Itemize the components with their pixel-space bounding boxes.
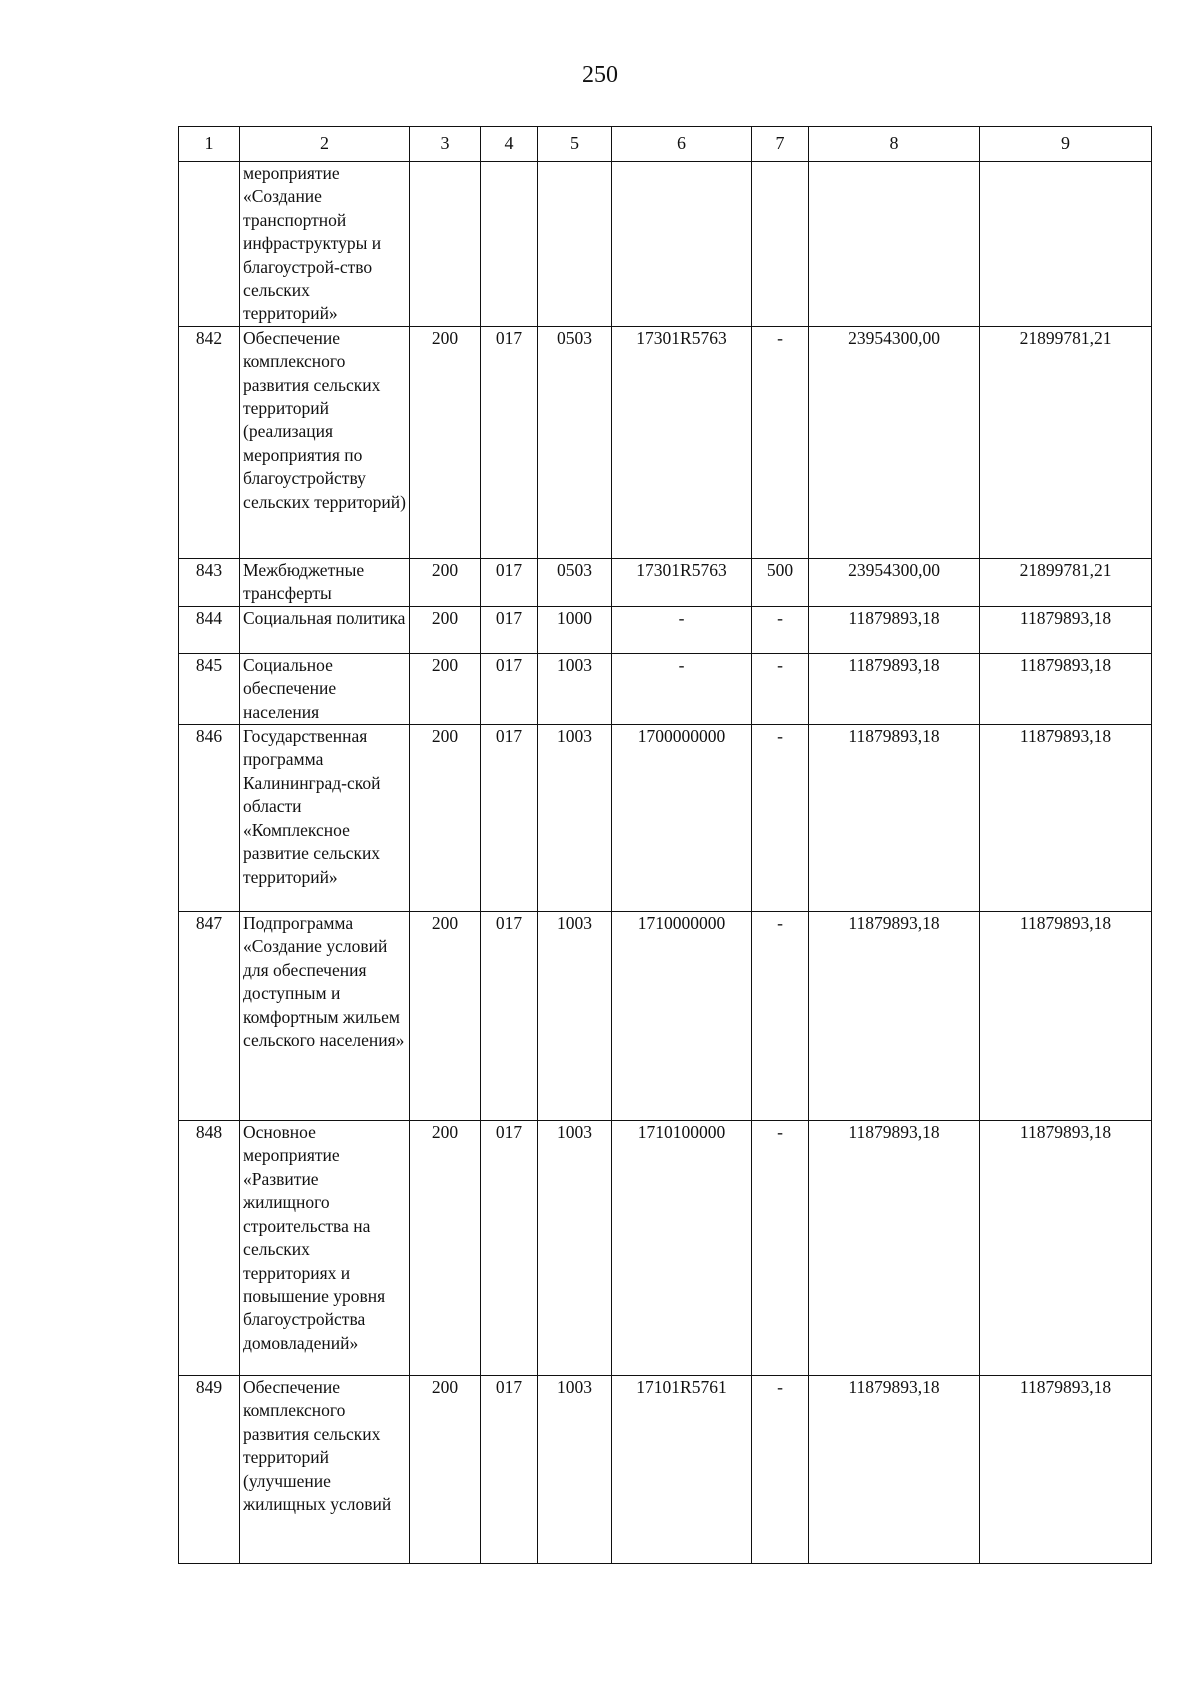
amount-col8-cell (809, 653, 980, 724)
item-name: Обеспечение комплексного развития сельских территорий (реализация мероприятия по благоустройству сельских территорий) (243, 327, 406, 512)
amount-col8-cell (809, 1376, 980, 1564)
amount-col9-cell (980, 326, 1152, 558)
expense-type: 500 (766, 559, 794, 580)
page-number: 250 (582, 62, 618, 88)
item-name-cell (240, 1376, 410, 1564)
table-body (179, 162, 1152, 1564)
target-article-cell (612, 1121, 752, 1376)
item-name: Социальное обеспечение населения (243, 654, 337, 722)
item-name: Основное мероприятие «Развитие жилищного строительства на сельских территориях и повышение уровня благоустройства домовладений» (243, 1122, 386, 1353)
code-col3-cell (410, 653, 481, 724)
expense-type-cell (752, 1376, 809, 1564)
column-header-6: 6 (612, 127, 752, 162)
expense-type: - (777, 654, 783, 675)
amount-col9: 11879893,18 (1019, 913, 1112, 934)
code-col3-cell (410, 912, 481, 1121)
code-col3-cell (410, 1121, 481, 1376)
target-article-cell (612, 162, 752, 327)
item-name-cell (240, 653, 410, 724)
target-article-cell (612, 725, 752, 912)
column-header-4: 4 (481, 127, 538, 162)
row-number-cell (179, 606, 240, 653)
table-row (179, 1376, 1152, 1564)
amount-col9-cell (980, 1121, 1152, 1376)
table-row (179, 1121, 1152, 1376)
table-row (179, 558, 1152, 606)
code-col3: 200 (431, 726, 459, 747)
target-article-cell (612, 558, 752, 606)
row-number-cell (179, 1376, 240, 1564)
amount-col9: 11879893,18 (1019, 1377, 1112, 1398)
target-article: 17301R5763 (636, 327, 727, 348)
item-name: Государственная программа Калининград-ской области «Комплексное развитие сельских территорий» (243, 726, 381, 887)
code-col4-cell (481, 162, 538, 327)
target-article: - (678, 607, 685, 628)
column-header-3: 3 (410, 127, 481, 162)
target-article: 1710000000 (637, 913, 726, 934)
table-row (179, 725, 1152, 912)
target-article: 17101R5761 (636, 1377, 727, 1398)
expense-type-cell (752, 606, 809, 653)
expense-type-cell (752, 725, 809, 912)
code-col3-cell (410, 162, 481, 327)
code-col4-cell (481, 653, 538, 724)
expense-type: - (777, 726, 783, 747)
amount-col8-cell (809, 606, 980, 653)
code-col3: 200 (431, 1377, 459, 1398)
section-code-cell (538, 1376, 612, 1564)
row-number: 843 (195, 559, 223, 580)
amount-col9-cell (980, 725, 1152, 912)
amount-col8-cell (809, 1121, 980, 1376)
amount-col8: 23954300,00 (848, 327, 940, 348)
amount-col9-cell (980, 162, 1152, 327)
column-header-2: 2 (240, 127, 410, 162)
amount-col9-cell (980, 1376, 1152, 1564)
column-header-1: 1 (179, 127, 240, 162)
code-col3: 200 (431, 654, 459, 675)
expense-type: - (777, 1377, 783, 1398)
section-code-cell (538, 558, 612, 606)
item-name: мероприятие «Создание транспортной инфраструктуры и благоустрой-ство сельских территорий» (243, 163, 382, 324)
row-number: 848 (195, 1122, 223, 1143)
amount-col9: 11879893,18 (1019, 654, 1112, 675)
row-number: 846 (195, 726, 223, 747)
code-col4-cell (481, 912, 538, 1121)
column-header-5: 5 (538, 127, 612, 162)
section-code-cell (538, 162, 612, 327)
code-col4: 017 (495, 1122, 523, 1143)
target-article-cell (612, 1376, 752, 1564)
target-article: 1700000000 (637, 726, 726, 747)
amount-col9: 21899781,21 (1019, 327, 1112, 348)
expense-type-cell (752, 1121, 809, 1376)
amount-col8: 11879893,18 (848, 1377, 940, 1398)
target-article: 17301R5763 (636, 559, 727, 580)
item-name-cell (240, 162, 410, 327)
amount-col9-cell (980, 653, 1152, 724)
target-article-cell (612, 653, 752, 724)
code-col4: 017 (495, 1377, 523, 1398)
expense-type: - (777, 1122, 783, 1143)
section-code: 1003 (557, 913, 592, 934)
code-col3-cell (410, 606, 481, 653)
amount-col8-cell (809, 326, 980, 558)
target-article-cell (612, 326, 752, 558)
target-article: 1710100000 (637, 1122, 726, 1143)
item-name-cell (240, 912, 410, 1121)
row-number: 849 (195, 1377, 223, 1398)
row-number: 842 (195, 327, 223, 348)
code-col3: 200 (431, 913, 459, 934)
table-row (179, 606, 1152, 653)
code-col3-cell (410, 558, 481, 606)
code-col3: 200 (431, 1122, 459, 1143)
section-code: 0503 (557, 559, 592, 580)
expense-type-cell (752, 912, 809, 1121)
item-name: Подпрограмма «Создание условий для обеспечения доступным и комфортным жильем сельского населения» (243, 913, 405, 1051)
code-col4-cell (481, 606, 538, 653)
code-col4-cell (481, 1121, 538, 1376)
target-article: - (678, 654, 685, 675)
item-name: Обеспечение комплексного развития сельских территорий (улучшение жилищных условий (243, 1377, 392, 1515)
section-code-cell (538, 912, 612, 1121)
code-col4: 017 (495, 913, 523, 934)
item-name-cell (240, 1121, 410, 1376)
row-number-cell (179, 558, 240, 606)
row-number-cell (179, 326, 240, 558)
table-row (179, 653, 1152, 724)
expense-type: - (777, 607, 783, 628)
amount-col9-cell (980, 912, 1152, 1121)
amount-col8: 11879893,18 (848, 607, 940, 628)
item-name-cell (240, 725, 410, 912)
row-number: 845 (195, 654, 223, 675)
item-name: Социальная политика (243, 607, 406, 628)
amount-col9: 21899781,21 (1019, 559, 1112, 580)
code-col4: 017 (495, 726, 523, 747)
item-name: Межбюджетные трансферты (243, 559, 365, 604)
section-code: 0503 (557, 327, 592, 348)
expense-type-cell (752, 558, 809, 606)
row-number: 847 (195, 913, 223, 934)
table-row (179, 912, 1152, 1121)
amount-col9: 11879893,18 (1019, 607, 1112, 628)
code-col4: 017 (495, 607, 523, 628)
table-row (179, 162, 1152, 327)
section-code-cell (538, 606, 612, 653)
section-code-cell (538, 653, 612, 724)
expense-type: - (777, 327, 783, 348)
column-header-7: 7 (752, 127, 809, 162)
row-number-cell (179, 162, 240, 327)
code-col4: 017 (495, 654, 523, 675)
item-name-cell (240, 326, 410, 558)
column-header-8: 8 (809, 127, 980, 162)
section-code-cell (538, 1121, 612, 1376)
target-article-cell (612, 606, 752, 653)
amount-col8-cell (809, 162, 980, 327)
table-header-row (179, 127, 1152, 162)
code-col4: 017 (495, 559, 523, 580)
target-article-cell (612, 912, 752, 1121)
section-code: 1003 (557, 1377, 592, 1398)
expense-type-cell (752, 326, 809, 558)
code-col4-cell (481, 558, 538, 606)
code-col3-cell (410, 1376, 481, 1564)
row-number-cell (179, 1121, 240, 1376)
amount-col8-cell (809, 912, 980, 1121)
code-col4-cell (481, 326, 538, 558)
column-header-9: 9 (980, 127, 1152, 162)
amount-col8: 11879893,18 (848, 654, 940, 675)
amount-col8-cell (809, 558, 980, 606)
amount-col9: 11879893,18 (1019, 726, 1112, 747)
budget-table (178, 126, 1152, 1564)
amount-col9-cell (980, 558, 1152, 606)
code-col3: 200 (431, 607, 459, 628)
amount-col9-cell (980, 606, 1152, 653)
amount-col8: 11879893,18 (848, 726, 940, 747)
amount-col8-cell (809, 725, 980, 912)
item-name-cell (240, 558, 410, 606)
row-number-cell (179, 653, 240, 724)
section-code: 1003 (557, 654, 592, 675)
item-name-cell (240, 606, 410, 653)
expense-type: - (777, 913, 783, 934)
code-col4-cell (481, 1376, 538, 1564)
row-number: 844 (195, 607, 223, 628)
amount-col8: 11879893,18 (848, 913, 940, 934)
code-col3-cell (410, 326, 481, 558)
section-code-cell (538, 326, 612, 558)
code-col4-cell (481, 725, 538, 912)
section-code-cell (538, 725, 612, 912)
section-code: 1003 (557, 1122, 592, 1143)
row-number-cell (179, 912, 240, 1121)
amount-col8: 11879893,18 (848, 1122, 940, 1143)
table-row (179, 326, 1152, 558)
amount-col9: 11879893,18 (1019, 1122, 1112, 1143)
code-col3: 200 (431, 327, 459, 348)
row-number-cell (179, 725, 240, 912)
code-col3: 200 (431, 559, 459, 580)
expense-type-cell (752, 162, 809, 327)
code-col3-cell (410, 725, 481, 912)
code-col4: 017 (495, 327, 523, 348)
section-code: 1003 (557, 726, 592, 747)
section-code: 1000 (557, 607, 592, 628)
expense-type-cell (752, 653, 809, 724)
amount-col8: 23954300,00 (848, 559, 940, 580)
